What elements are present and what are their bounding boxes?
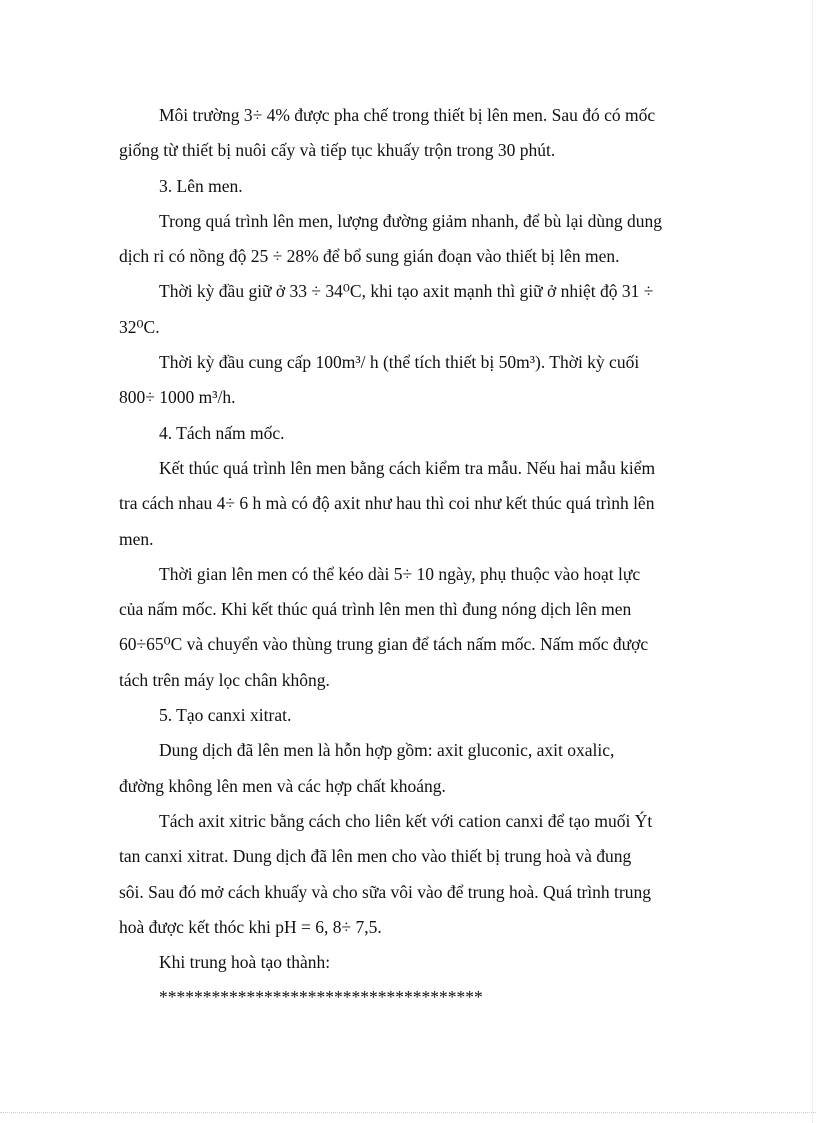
- text-line: 800÷ 1000 m³/h.: [119, 387, 236, 408]
- text-line: dịch rỉ có nồng độ 25 ÷ 28% để bổ sung gián đoạn vào thiết bị lên men.: [119, 246, 620, 267]
- text-line: Môi trường 3÷ 4% được pha chế trong thiết bị lên men. Sau đó có mốc: [159, 105, 656, 125]
- text-line: men.: [119, 528, 154, 549]
- page-bottom-border: [0, 1112, 816, 1123]
- text-line: Tách axit xitric bằng cách cho liên kết với cation canxi để tạo muối Ýt: [159, 810, 653, 831]
- text-line: hoà được kết thóc khi pH = 6, 8÷ 7,5.: [119, 916, 382, 937]
- text-line: 60÷65⁰C và chuyển vào thùng trung gian để tách nấm mốc. Nấm mốc được: [119, 634, 649, 655]
- text-line: Thời gian lên men có thể kéo dài 5÷ 10 ngày, phụ thuộc vào hoạt lực: [159, 563, 641, 584]
- text-line: Kết thúc quá trình lên men bằng cách kiểm tra mẫu. Nếu hai mẫu kiểm: [159, 457, 656, 478]
- page-right-border: [812, 0, 816, 1123]
- text-line: tra cách nhau 4÷ 6 h mà có độ axit như hau thì coi như kết thúc quá trình lên: [119, 493, 655, 514]
- text-line: Thời kỳ đầu cung cấp 100m³/ h (thể tích thiết bị 50m³). Thời kỳ cuối: [159, 352, 640, 373]
- text-line: Trong quá trình lên men, lượng đường giảm nhanh, để bù lại dùng dung: [159, 210, 662, 231]
- text-line: 32⁰C.: [119, 316, 160, 337]
- text-line: sôi. Sau đó mở cách khuấy và cho sữa vôi vào để trung hoà. Quá trình trung: [119, 881, 651, 902]
- section-heading: 5. Tạo canxi xitrat.: [159, 705, 292, 726]
- asterisk-separator: *************************************: [159, 987, 483, 1008]
- text-line: đường không lên men và các hợp chất khoáng.: [119, 775, 446, 796]
- text-line: giống từ thiết bị nuôi cấy và tiếp tục khuấy trộn trong 30 phút.: [119, 140, 556, 161]
- text-line: tách trên máy lọc chân không.: [119, 669, 330, 690]
- section-heading: 3. Lên men.: [159, 175, 243, 196]
- text-line: của nấm mốc. Khi kết thúc quá trình lên men thì đung nóng dịch lên men: [119, 599, 632, 620]
- document-body: [119, 98, 699, 1016]
- text-line: Thời kỳ đầu giữ ở 33 ÷ 34⁰C, khi tạo axit mạnh thì giữ ở nhiệt độ 31 ÷: [159, 281, 654, 302]
- text-line: Dung dịch đã lên men là hỗn hợp gồm: axit gluconic, axit oxalic,: [159, 740, 615, 761]
- text-line: Khi trung hoà tạo thành:: [159, 952, 331, 973]
- section-heading: 4. Tách nấm mốc.: [159, 422, 285, 443]
- text-line: tan canxi xitrat. Dung dịch đã lên men cho vào thiết bị trung hoà và đung: [119, 846, 632, 867]
